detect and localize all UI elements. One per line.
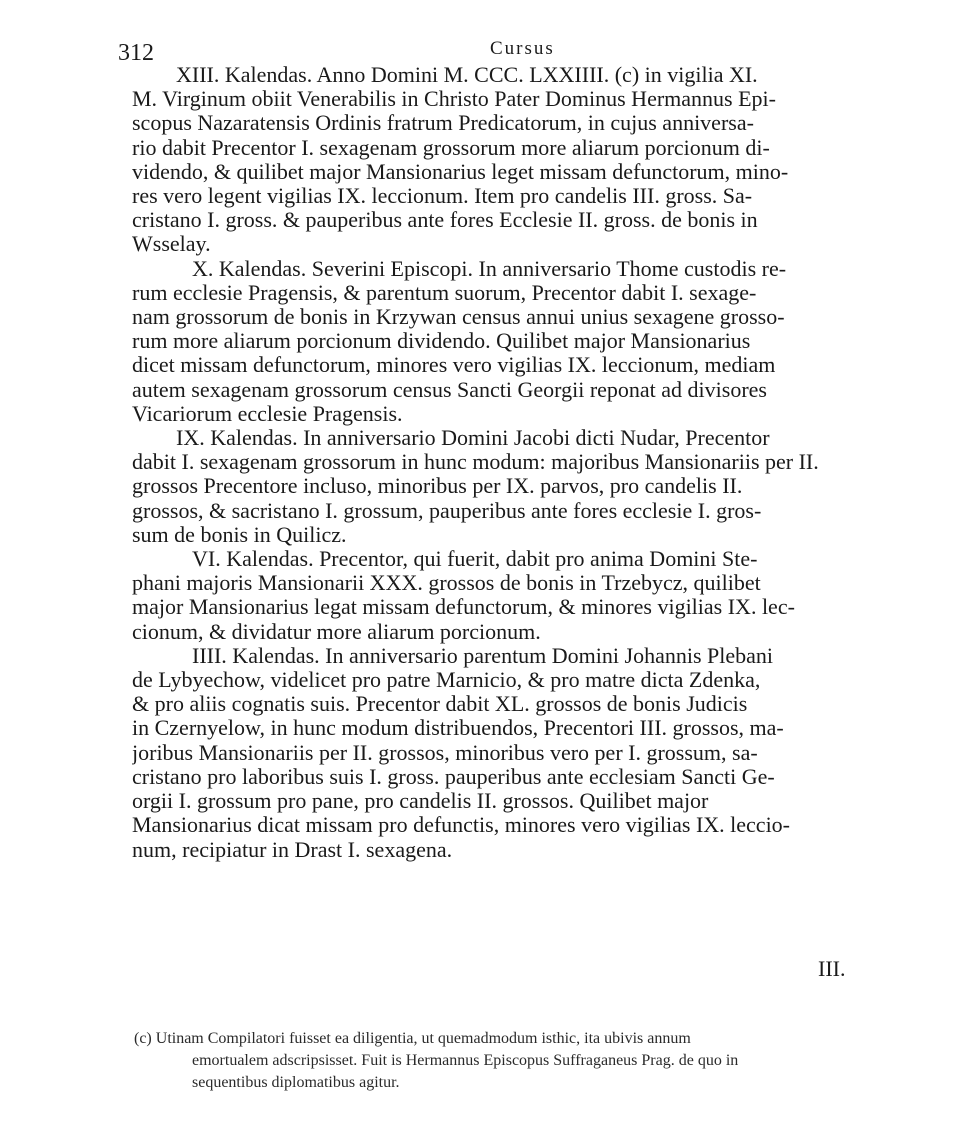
- text-line: orgii I. grossum pro pane, pro candelis II. grossos. Quilibet major: [132, 789, 709, 814]
- text-line: grossos Precentore incluso, minoribus per IX. parvos, pro candelis II.: [132, 474, 743, 499]
- footnote-line: sequentibus diplomatibus agitur.: [192, 1074, 400, 1091]
- entry-iiii-kalendas: [132, 644, 890, 862]
- text-line: Wsselay.: [132, 232, 211, 257]
- entry-ix-kalendas: [132, 426, 890, 547]
- entry-x-kalendas: [132, 257, 890, 426]
- footnote-line: (c) Utinam Compilatori fuisset ea diligentia, ut quemadmodum isthic, ita ubivis annum: [134, 1030, 691, 1047]
- text-line: X. Kalendas. Severini Episcopi. In anniversario Thome custodis re-: [192, 256, 787, 281]
- entry-vi-kalendas: [132, 547, 890, 644]
- text-line: in Czernyelow, in hunc modum distribuendos, Precentori III. grossos, ma-: [132, 716, 784, 741]
- text-line: dicet missam defunctorum, minores vero vigilias IX. leccionum, mediam: [132, 353, 776, 378]
- text-line: XIII. Kalendas. Anno Domini M. CCC. LXXIIII. (c) in vigilia XI.: [176, 63, 758, 87]
- text-line: IIII. Kalendas. In anniversario parentum Domini Johannis Plebani: [192, 643, 774, 668]
- text-line: M. Virginum obiit Venerabilis in Christo Pater Dominus Hermannus Epi-: [132, 87, 776, 112]
- text-line: IX. Kalendas. In anniversario Domini Jacobi dicti Nudar, Precentor: [176, 426, 770, 451]
- text-line: num, recipiatur in Drast I. sexagena.: [132, 837, 453, 862]
- text-line: grossos, & sacristano I. grossum, pauperibus ante fores ecclesie I. gros-: [132, 498, 762, 523]
- page-number: 312: [118, 40, 154, 66]
- text-line: res vero legent vigilias IX. leccionum. Item pro candelis III. gross. Sa-: [132, 184, 753, 209]
- text-line: Mansionarius dicat missam pro defunctis, minores vero vigilias IX. leccio-: [132, 813, 791, 838]
- text-line: rum more aliarum porcionum dividendo. Quilibet major Mansionarius: [132, 329, 751, 354]
- text-line: scopus Nazaratensis Ordinis fratrum Predicatorum, in cujus anniversa-: [132, 111, 754, 136]
- text-line: videndo, & quilibet major Mansionarius leget missam defunctorum, mino-: [132, 159, 789, 184]
- footnote: [134, 1028, 920, 1094]
- text-line: VI. Kalendas. Precentor, qui fuerit, dabit pro anima Domini Ste-: [192, 547, 758, 572]
- running-head: Cursus: [490, 38, 555, 59]
- footnote-line: emortualem adscripsisset. Fuit is Hermannus Episcopus Suffraganeus Prag. de quo in: [192, 1052, 739, 1069]
- text-line: major Mansionarius legat missam defunctorum, & minores vigilias IX. lec-: [132, 595, 795, 620]
- entry-xiii-kalendas: [132, 63, 890, 257]
- text-line: rum ecclesie Pragensis, & parentum suorum, Precentor dabit I. sexage-: [132, 280, 757, 305]
- text-line: phani majoris Mansionarii XXX. grossos de bonis in Trzebycz, quilibet: [132, 571, 761, 596]
- text-line: joribus Mansionariis per II. grossos, minoribus vero per I. grossum, sa-: [132, 740, 758, 765]
- text-line: dabit I. sexagenam grossorum in hunc modum: majoribus Mansionariis per II.: [132, 450, 819, 475]
- text-line: cionum, & dividatur more aliarum porcionum.: [132, 619, 541, 644]
- text-line: rio dabit Precentor I. sexagenam grossorum more aliarum porcionum di-: [132, 135, 770, 160]
- text-line: Vicariorum ecclesie Pragensis.: [132, 401, 403, 426]
- text-line: sum de bonis in Quilicz.: [132, 522, 347, 547]
- text-line: & pro aliis cognatis suis. Precentor dabit XL. grossos de bonis Judicis: [132, 692, 748, 717]
- text-line: cristano pro laboribus suis I. gross. pauperibus ante ecclesiam Sancti Ge-: [132, 764, 775, 789]
- text-line: nam grossorum de bonis in Krzywan census annui unius sexagene grosso-: [132, 305, 785, 330]
- text-line: autem sexagenam grossorum census Sancti Georgii reponat ad divisores: [132, 377, 767, 402]
- catchword: III.: [818, 956, 846, 981]
- body-text: [132, 63, 890, 862]
- text-line: de Lybyechow, videlicet pro patre Marnicio, & pro matre dicta Zdenka,: [132, 668, 761, 693]
- text-line: cristano I. gross. & pauperibus ante fores Ecclesie II. gross. de bonis in: [132, 208, 758, 233]
